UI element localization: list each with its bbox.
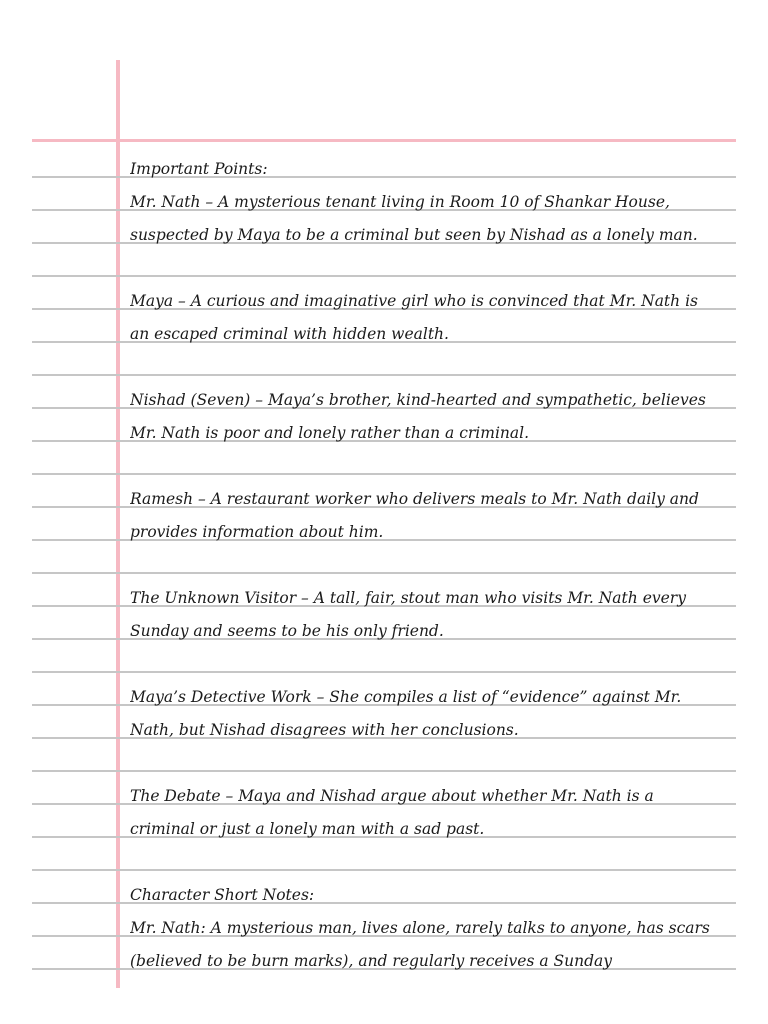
note-nishad-line-1: Nishad (Seven) – Maya’s brother, kind-hearted and sympathetic, believes [130, 391, 706, 409]
margin-line [116, 60, 120, 988]
header-line [32, 139, 736, 142]
ruled-line [32, 770, 736, 772]
note-debate-line-2: criminal or just a lonely man with a sad past. [130, 820, 485, 838]
character-nath-line-1: Mr. Nath: A mysterious man, lives alone, rarely talks to anyone, has scars [130, 919, 710, 937]
ruled-line [32, 275, 736, 277]
character-nath-line-2: (believed to be burn marks), and regularly receives a Sunday [130, 952, 613, 970]
note-visitor-line-2: Sunday and seems to be his only friend. [130, 622, 444, 640]
ruled-line [32, 572, 736, 574]
important-points-heading: Important Points: [130, 160, 268, 178]
ruled-line [32, 671, 736, 673]
note-mr-nath-line-1: Mr. Nath – A mysterious tenant living in Room 10 of Shankar House, [130, 193, 670, 211]
note-ramesh-line-1: Ramesh – A restaurant worker who delivers meals to Mr. Nath daily and [130, 490, 699, 508]
note-visitor-line-1: The Unknown Visitor – A tall, fair, stout man who visits Mr. Nath every [130, 589, 686, 607]
note-nishad-line-2: Mr. Nath is poor and lonely rather than a criminal. [130, 424, 530, 442]
note-maya-line-2: an escaped criminal with hidden wealth. [130, 325, 449, 343]
note-ramesh-line-2: provides information about him. [130, 523, 384, 541]
ruled-line [32, 473, 736, 475]
note-detective-line-2: Nath, but Nishad disagrees with her conclusions. [130, 721, 519, 739]
note-mr-nath-line-2: suspected by Maya to be a criminal but seen by Nishad as a lonely man. [130, 226, 698, 244]
note-maya-line-1: Maya – A curious and imaginative girl who is convinced that Mr. Nath is [130, 292, 698, 310]
note-detective-line-1: Maya’s Detective Work – She compiles a list of “evidence” against Mr. [130, 688, 682, 706]
note-debate-line-1: The Debate – Maya and Nishad argue about whether Mr. Nath is a [130, 787, 654, 805]
ruled-line [32, 374, 736, 376]
character-notes-heading: Character Short Notes: [130, 886, 315, 904]
ruled-line [32, 869, 736, 871]
